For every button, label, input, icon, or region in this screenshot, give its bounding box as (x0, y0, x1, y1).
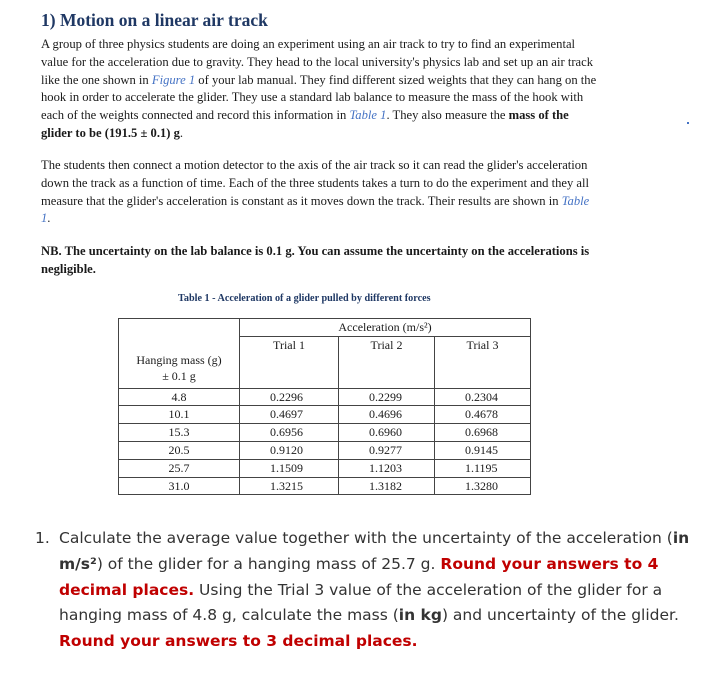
mass-header-label: Hanging mass (g) (136, 353, 222, 367)
table-caption: Table 1 - Acceleration of a glider pulled by different forces (178, 293, 431, 304)
intro-text-a: A group of three physics students are doing an experiment using an air track to try to find an experimental value for the acceleration due to gravity. They head to the local university's physics lab and set up an air track like the one shown in (41, 37, 594, 87)
table-header-row-1 (119, 319, 531, 337)
question-number: 1. (35, 529, 50, 547)
mass-cell: 15.3 (119, 424, 240, 442)
table-1-link-2[interactable]: Table 1 (41, 193, 590, 226)
intro-text-d: . (179, 125, 184, 140)
trial-3-cell: 1.1195 (435, 459, 531, 477)
trial-3-cell: 0.9145 (435, 441, 531, 459)
acceleration-group-header: Acceleration (m/s²) (240, 319, 531, 337)
intro-text-c: . They also measure the (386, 108, 509, 123)
table-row (119, 477, 531, 495)
table-row (119, 441, 531, 459)
trial-2-header-spacer (339, 354, 435, 389)
mass-cell: 20.5 (119, 441, 240, 459)
table-row (119, 388, 531, 406)
unit-mass: in kg (398, 606, 442, 625)
trial-1-cell: 0.2296 (240, 388, 339, 406)
question-text-c: Using the Trial 3 value of the acceleration of the glider for a hanging mass of 4.8 g, calculate the mass ( (59, 580, 663, 625)
mass-cell: 31.0 (119, 477, 240, 495)
rounding-instruction-1: Round your answers to 4 decimal places. (59, 554, 659, 599)
trial-3-cell: 0.2304 (435, 388, 531, 406)
intro-paragraph (41, 36, 601, 143)
question-text-b: ) of the glider for a hanging mass of 25.7 g. (96, 554, 441, 573)
trial-1-header-spacer (240, 354, 339, 389)
section-heading: 1) Motion on a linear air track (41, 10, 268, 30)
trial-2-cell: 0.9277 (339, 441, 435, 459)
trial-1-cell: 0.9120 (240, 441, 339, 459)
uncertainty-note: NB. The uncertainty on the lab balance is 0.1 g. You can assume the uncertainty on the accelerations is negligible. (41, 244, 590, 276)
mass-header-uncertainty: ± 0.1 g (162, 369, 196, 383)
question-text (59, 526, 690, 655)
mass-cell: 4.8 (119, 388, 240, 406)
method-paragraph (41, 157, 601, 228)
stray-mark (687, 122, 689, 124)
figure-1-link[interactable]: Figure 1 (151, 72, 196, 87)
trial-2-cell: 1.3182 (339, 477, 435, 495)
glider-mass-statement: mass of the glider to be (191.5 ± 0.1) g (41, 108, 569, 140)
intro-text-b: of your lab manual. They find different sized weights that they can hang on the hook in order to accelerate the glider. They use a standard lab balance to measure the mass of the hook with each of the weights connected and record this information in (41, 72, 597, 123)
rounding-instruction-2: Round your answers to 3 decimal places. (59, 632, 418, 651)
trial-1-cell: 1.3215 (240, 477, 339, 495)
trial-2-cell: 0.2299 (339, 388, 435, 406)
unit-accel: in m/s² (59, 529, 690, 573)
trial-2-header: Trial 2 (339, 336, 435, 353)
trial-2-cell: 0.6960 (339, 424, 435, 442)
question-text-d: ) and uncertainty of the glider. (441, 606, 679, 625)
trial-3-cell: 0.4678 (435, 406, 531, 424)
trial-3-header-spacer (435, 354, 531, 389)
method-text-b: . (47, 211, 51, 226)
trial-2-cell: 1.1203 (339, 459, 435, 477)
trial-1-cell: 0.4697 (240, 406, 339, 424)
question-1 (35, 526, 690, 655)
table-row (119, 459, 531, 477)
trial-3-header: Trial 3 (435, 336, 531, 353)
question-text-a: Calculate the average value together with the uncertainty of the acceleration ( (59, 529, 673, 547)
table-row (119, 406, 531, 424)
method-text-a: The students then connect a motion detector to the axis of the air track so it can read the glider's acceleration down the track as a function of time. Each of the three students takes a turn to do the experiment and they all measure that the glider's acceleration is constant as it moves down the track. Their results are shown in (41, 158, 590, 208)
trial-2-cell: 0.4696 (339, 406, 435, 424)
table-row (119, 424, 531, 442)
trial-3-cell: 0.6968 (435, 424, 531, 442)
mass-cell: 10.1 (119, 406, 240, 424)
table-1-link[interactable]: Table 1 (349, 108, 387, 123)
mass-header (119, 319, 240, 389)
mass-cell: 25.7 (119, 459, 240, 477)
trial-1-cell: 1.1509 (240, 459, 339, 477)
trial-1-cell: 0.6956 (240, 424, 339, 442)
trial-3-cell: 1.3280 (435, 477, 531, 495)
trial-1-header: Trial 1 (240, 336, 339, 353)
acceleration-table (118, 318, 531, 495)
